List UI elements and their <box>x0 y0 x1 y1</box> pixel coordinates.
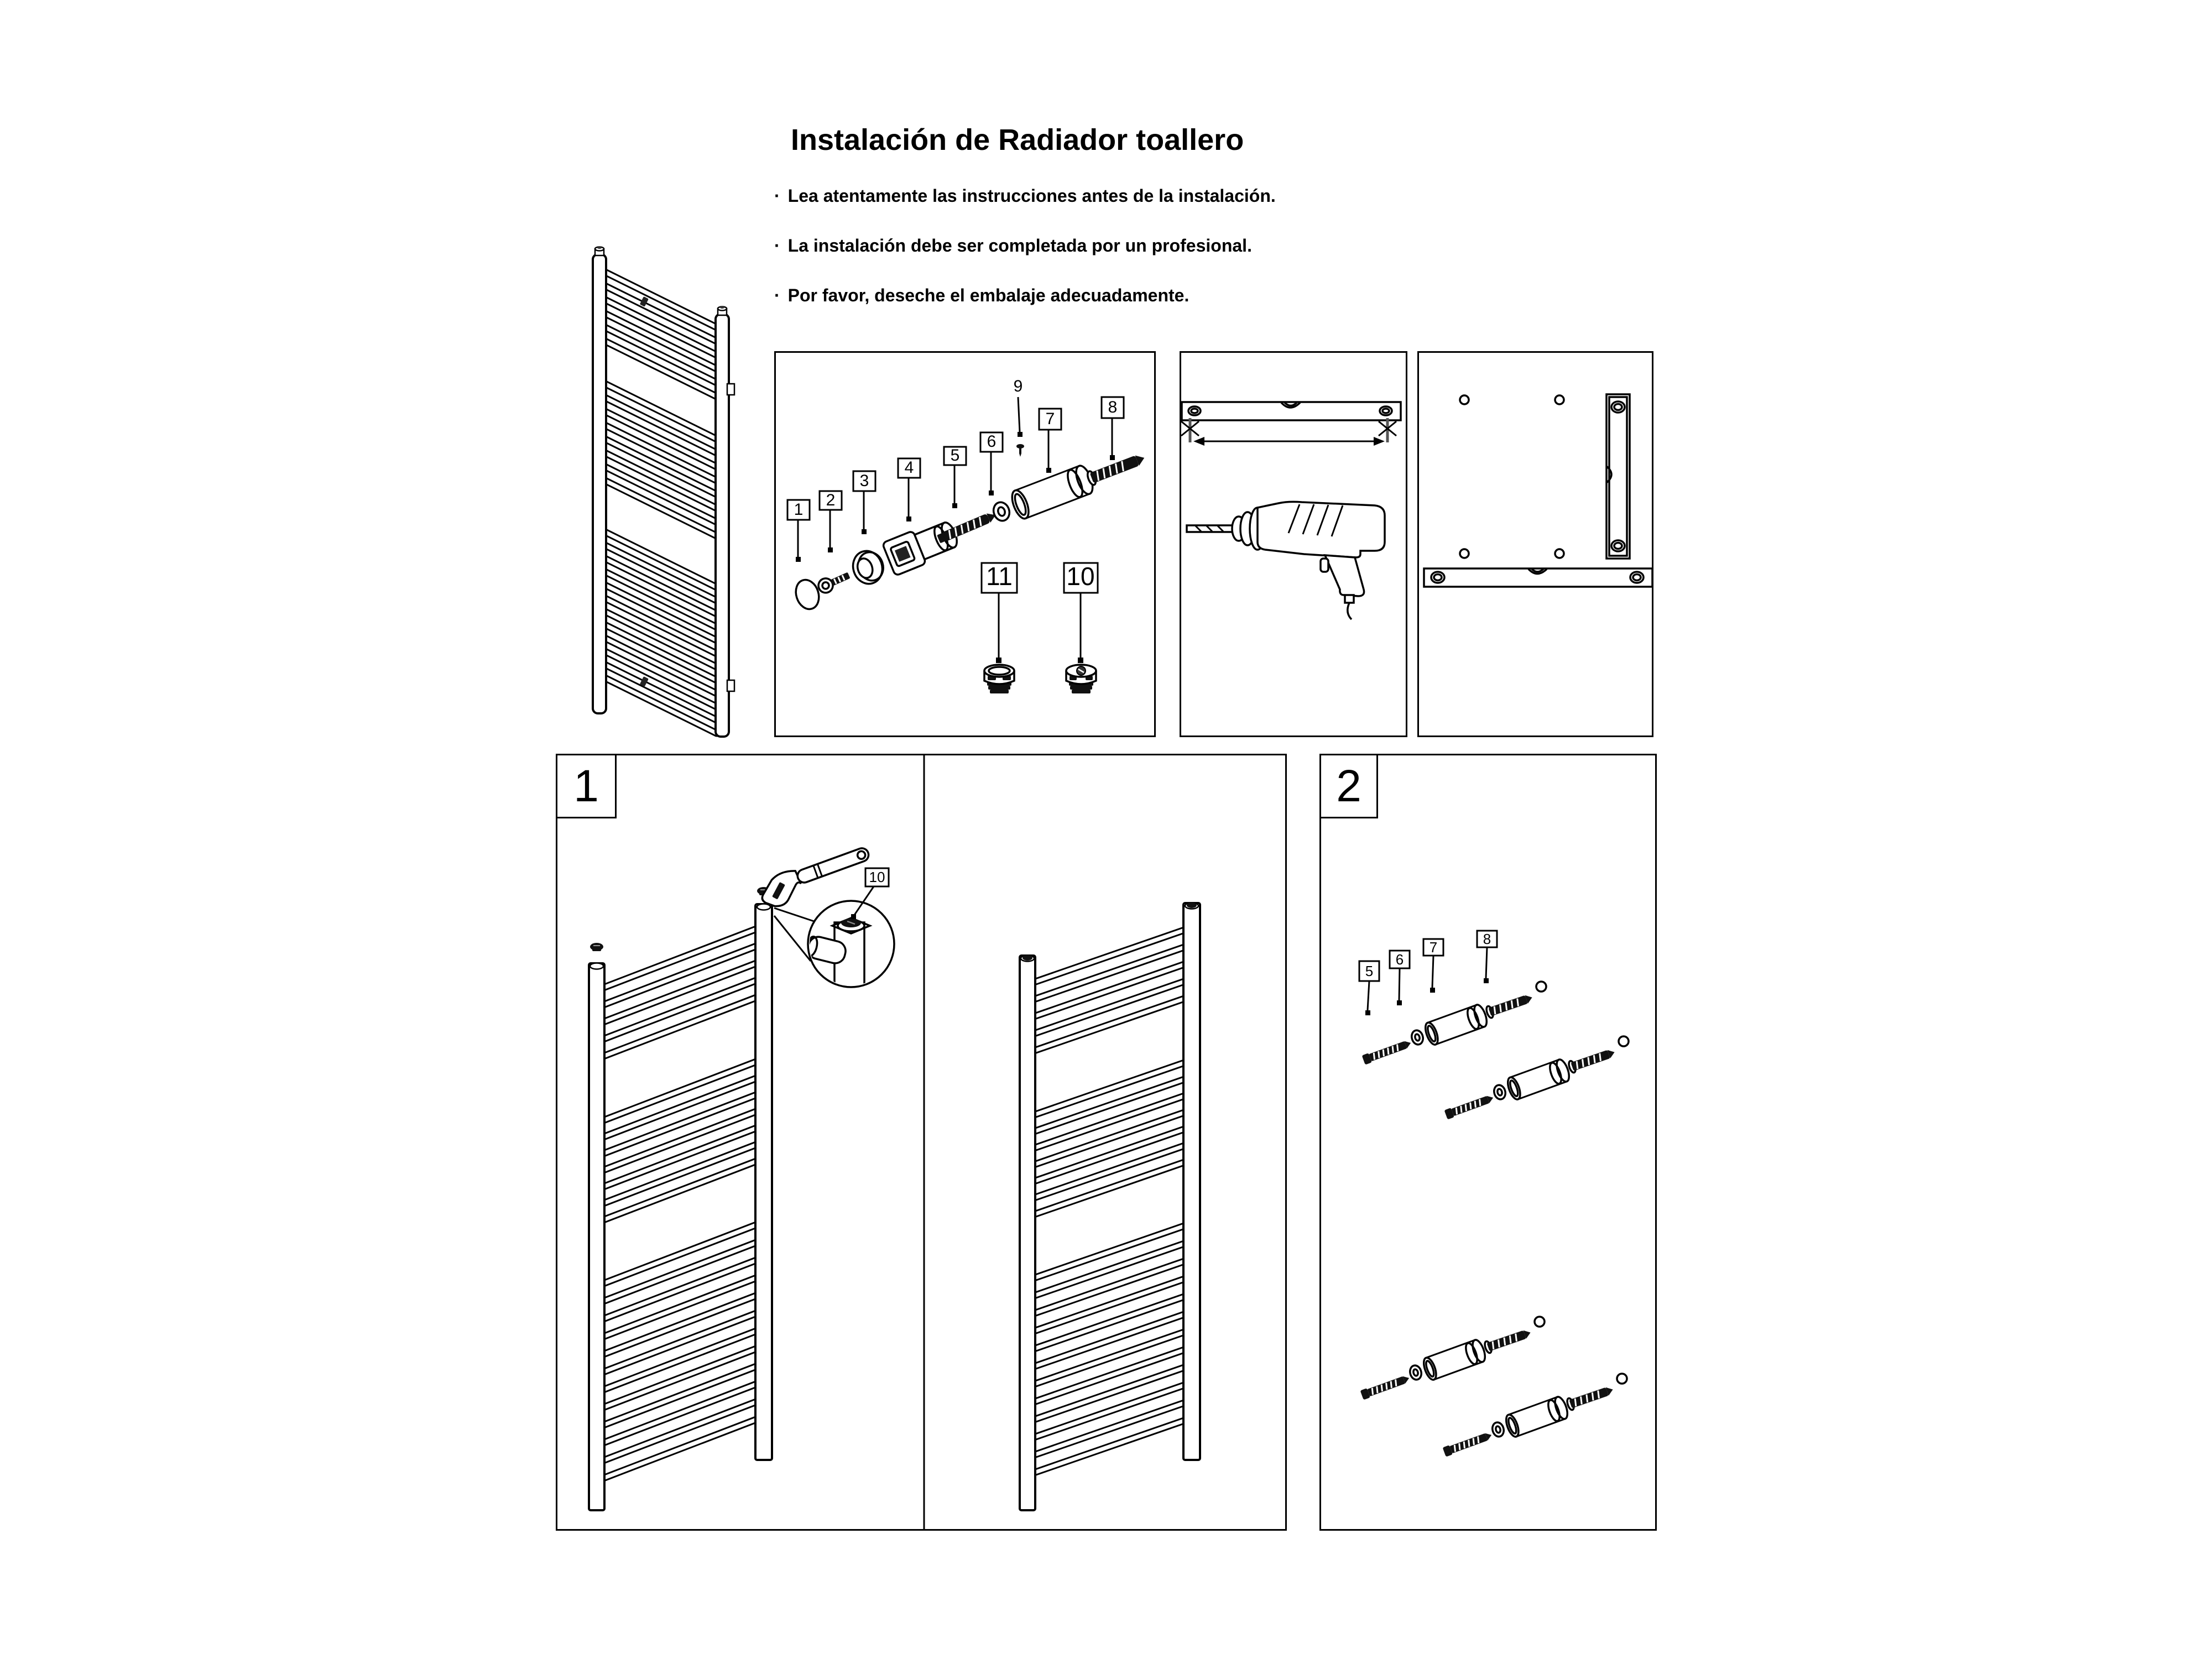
fixing-kit-icon <box>1362 982 1546 1065</box>
step2-panel <box>1319 754 1657 1531</box>
fixing-kit-icon <box>1444 1036 1629 1120</box>
step-number-2 <box>1319 754 1378 818</box>
svg-text:8: 8 <box>1483 931 1491 947</box>
bullet-marker: · <box>774 285 780 305</box>
part-label-7 <box>1423 939 1443 993</box>
svg-text:1: 1 <box>794 500 804 519</box>
svg-text:9: 9 <box>1013 377 1023 395</box>
collar-ring-part3-icon <box>849 547 888 588</box>
horizontal-level-icon <box>1424 568 1652 587</box>
power-drill-icon <box>1187 502 1385 619</box>
svg-text:7: 7 <box>1429 939 1438 956</box>
instruction-bullet <box>774 186 1276 206</box>
wall-template-box <box>1417 351 1653 737</box>
instruction-bullet <box>774 285 1189 306</box>
radiator-with-caps-installed-icon <box>1020 902 1200 1510</box>
part-label-5 <box>1359 961 1379 1015</box>
svg-text:10: 10 <box>869 869 885 885</box>
svg-text:4: 4 <box>904 458 914 477</box>
wall-plug-part8-icon <box>1086 451 1147 486</box>
wall-hole-marks <box>1460 395 1564 558</box>
part-label-4 <box>898 458 920 521</box>
part-label-7 <box>1039 409 1061 473</box>
screw-part2-icon <box>816 568 852 595</box>
svg-text:10: 10 <box>1066 562 1095 591</box>
marking-drilling-box <box>1180 351 1407 737</box>
part-label-1 <box>787 500 810 562</box>
fixing-kit-icon <box>1443 1374 1627 1457</box>
step1-illustration <box>557 755 1285 1529</box>
exploded-valve-illustration <box>776 353 1154 735</box>
spirit-level-icon <box>1182 402 1401 420</box>
part-label-6 <box>980 432 1003 495</box>
radiator-with-loose-caps-icon <box>589 887 772 1510</box>
part-label-5 <box>944 446 966 508</box>
svg-text:5: 5 <box>950 446 960 465</box>
step-number-1 <box>556 754 617 818</box>
bullet-text: Por favor, deseche el embalaje adecuadamente. <box>787 285 1190 305</box>
bullet-text: La instalación debe ser completada por un profesional. <box>787 236 1252 255</box>
vent-plug-part10-icon <box>1066 665 1096 693</box>
drill-mark-right-icon <box>1379 418 1396 442</box>
valve-body-part4-icon <box>882 517 962 576</box>
blanking-plug-part11-icon <box>984 665 1014 693</box>
wall-template-illustration <box>1419 353 1652 735</box>
svg-text:3: 3 <box>859 472 869 490</box>
svg-text:7: 7 <box>1045 410 1055 428</box>
bullet-marker: · <box>774 186 780 206</box>
valve-cap-part1-icon <box>792 577 823 612</box>
part-label-8 <box>1102 397 1124 460</box>
svg-text:5: 5 <box>1365 963 1374 979</box>
page-title: Instalación de Radiador toallero <box>791 123 1244 156</box>
sleeve-part7-icon <box>1009 463 1096 520</box>
step-number-text: 2 <box>1336 760 1361 811</box>
marking-drilling-illustration <box>1181 353 1406 735</box>
vertical-level-icon <box>1606 394 1630 559</box>
svg-text:2: 2 <box>826 491 836 509</box>
step1-panel <box>556 754 1287 1531</box>
drill-mark-left-icon <box>1181 418 1199 442</box>
part-label-3 <box>853 471 875 534</box>
part-label-8 <box>1477 931 1497 983</box>
fixing-kit-icon <box>1360 1317 1545 1400</box>
bullet-marker: · <box>774 236 780 255</box>
svg-text:8: 8 <box>1108 398 1118 416</box>
part-label-6 <box>1390 951 1410 1005</box>
step2-illustration <box>1321 755 1655 1529</box>
step-number-text: 1 <box>573 760 599 811</box>
svg-text:11: 11 <box>986 562 1013 591</box>
towel-radiator-illustration <box>581 239 741 742</box>
part-label-2 <box>820 491 842 552</box>
washer-part6-icon <box>991 500 1011 523</box>
svg-text:6: 6 <box>987 432 997 451</box>
vent-screw-part9-icon <box>1016 444 1024 457</box>
bullet-text: Lea atentamente las instrucciones antes de la instalación. <box>787 186 1276 206</box>
parts-diagram-box <box>774 351 1156 737</box>
part-label-9 <box>1014 377 1023 437</box>
part-label-10 <box>1064 562 1098 663</box>
instruction-bullet <box>774 236 1252 256</box>
svg-text:6: 6 <box>1395 951 1404 968</box>
distance-arrow-icon <box>1193 437 1385 446</box>
towel-radiator-icon <box>593 247 734 737</box>
part-label-11 <box>982 562 1017 663</box>
